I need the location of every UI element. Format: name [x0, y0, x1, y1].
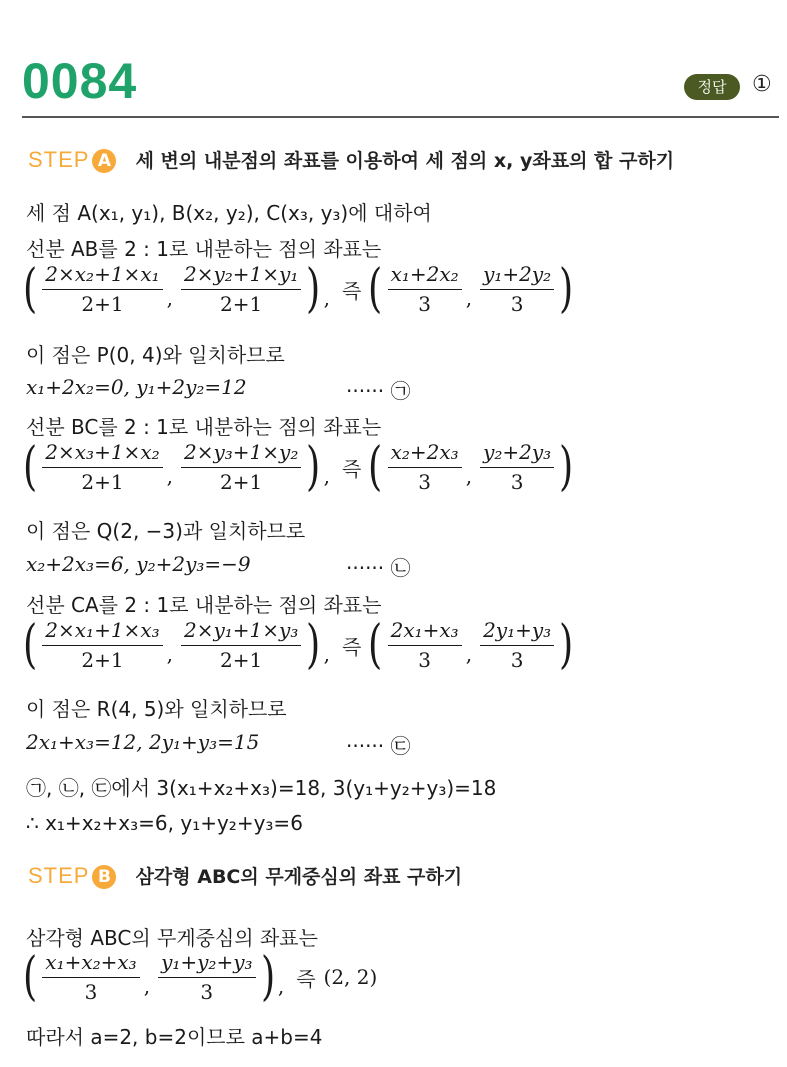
equation-c: 2x₁+x₃=12, 2y₁+y₃=15: [26, 730, 260, 754]
fraction-row-ab: ( $\frac{\text{2×x₂+1×x₁}}{2+1}$ , $\frac{\text{2×y₂+1×y₁}}{2+1}$ ) , 즉 ( $\frac{\text{x₁+2x₂}}{3}$ , $\frac{\text{y₁+2y₂}}{3}$ ): [23, 259, 574, 319]
left-paren: (: [23, 947, 38, 1007]
denominator: 3: [418, 292, 432, 316]
jeuk-label: 즉: [342, 634, 362, 659]
denominator: 3: [510, 470, 524, 494]
line-sum: ㉠, ㉡, ㉢에서 3(x₁+x₂+x₃)=18, 3(y₁+y₂+y₃)=18: [26, 776, 497, 800]
equation-c-mark: ······ ㉢: [346, 734, 411, 758]
jeuk-label: 즉: [342, 456, 362, 481]
step-b-letter: B: [92, 865, 116, 889]
answer-badge: 정답: [684, 74, 740, 100]
step-a-heading: [28, 146, 674, 173]
fraction: [42, 950, 139, 1004]
fraction: [480, 440, 554, 494]
jeuk-label: 즉: [296, 966, 316, 991]
denominator: 3: [510, 648, 524, 672]
denominator: 3: [84, 980, 98, 1004]
fraction-row-centroid: ( $\frac{\text{x₁+x₂+x₃}}{3}$ , $\frac{\text{y₁+y₂+y₃}}{3}$ ) , 즉 (2, 2): [23, 947, 378, 1007]
right-paren: ): [260, 947, 275, 1007]
line-bc-intro: 선분 BC를 2 : 1로 내분하는 점의 좌표는: [26, 415, 382, 439]
right-paren: ): [559, 437, 574, 497]
left-paren: (: [23, 615, 38, 675]
step-b-heading: [28, 862, 462, 889]
line-therefore: ∴ x₁+x₂+x₃=6, y₁+y₂+y₃=6: [26, 811, 303, 835]
denominator: 2+1: [81, 648, 124, 672]
numerator: 2y₁+y₃: [480, 618, 554, 646]
left-paren: (: [368, 259, 383, 319]
step-b-label: STEP: [28, 863, 90, 888]
right-paren: ): [306, 615, 321, 675]
line-conclusion: 따라서 a=2, b=2이므로 a+b=4: [26, 1025, 323, 1049]
numerator: y₁+y₂+y₃: [158, 950, 255, 978]
fraction-row-bc: ( $\frac{\text{2×x₃+1×x₂}}{2+1}$ , $\frac{\text{2×y₃+1×y₂}}{2+1}$ ) , 즉 ( $\frac{\text{x₂+2x₃}}{3}$ , $\frac{\text{y₂+2y₃}}{3}$ ): [23, 437, 574, 497]
right-paren: ): [559, 259, 574, 319]
left-paren: (: [368, 437, 383, 497]
numerator: y₁+2y₂: [480, 262, 554, 290]
left-paren: (: [23, 437, 38, 497]
equation-b: x₂+2x₃=6, y₂+2y₃=−9: [26, 552, 251, 576]
numerator: 2×x₁+1×x₃: [42, 618, 162, 646]
line-r-match: 이 점은 R(4, 5)와 일치하므로: [26, 697, 287, 721]
line-p-match: 이 점은 P(0, 4)와 일치하므로: [26, 343, 285, 367]
fraction: [388, 618, 462, 672]
numerator: 2×y₂+1×y₁: [181, 262, 301, 290]
fraction: [42, 440, 162, 494]
line-points: 세 점 A(x₁, y₁), B(x₂, y₂), C(x₃, y₃)에 대하여: [26, 201, 432, 225]
equation-b-mark: ······ ㉡: [346, 556, 411, 580]
centroid-result: (2, 2): [323, 965, 378, 989]
fraction: [42, 262, 162, 316]
fraction: [388, 440, 462, 494]
numerator: 2×y₁+1×y₃: [181, 618, 301, 646]
fraction: [42, 618, 162, 672]
numerator: 2×x₃+1×x₂: [42, 440, 162, 468]
denominator: 2+1: [81, 292, 124, 316]
numerator: 2x₁+x₃: [388, 618, 462, 646]
denominator: 2+1: [220, 470, 263, 494]
left-paren: (: [23, 259, 38, 319]
problem-number: 0084: [22, 53, 138, 109]
step-a-title: 세 변의 내분점의 좌표를 이용하여 세 점의 x, y좌표의 합 구하기: [135, 150, 675, 172]
answer-value: ①: [752, 72, 772, 97]
jeuk-label: 즉: [342, 278, 362, 303]
numerator: 2×x₂+1×x₁: [42, 262, 162, 290]
numerator: x₁+x₂+x₃: [42, 950, 139, 978]
header-divider: [22, 116, 779, 118]
step-b-title: 삼각형 ABC의 무게중심의 좌표 구하기: [135, 866, 463, 888]
line-q-match: 이 점은 Q(2, −3)과 일치하므로: [26, 519, 306, 543]
denominator: 3: [418, 470, 432, 494]
right-paren: ): [306, 259, 321, 319]
fraction: [480, 618, 554, 672]
left-paren: (: [368, 615, 383, 675]
equation-a-mark: ······ ㉠: [346, 379, 411, 403]
denominator: 3: [200, 980, 214, 1004]
denominator: 3: [418, 648, 432, 672]
line-centroid-intro: 삼각형 ABC의 무게중심의 좌표는: [26, 926, 318, 950]
numerator: 2×y₃+1×y₂: [181, 440, 301, 468]
fraction-row-ca: ( $\frac{\text{2×x₁+1×x₃}}{2+1}$ , $\frac{\text{2×y₁+1×y₃}}{2+1}$ ) , 즉 ( $\frac{\text{2x₁+x₃}}{3}$ , $\frac{\text{2y₁+y₃}}{3}$ ): [23, 615, 574, 675]
denominator: 2+1: [220, 292, 263, 316]
equation-a: x₁+2x₂=0, y₁+2y₂=12: [26, 375, 247, 399]
step-a-letter: A: [92, 149, 116, 173]
step-a-label: STEP: [28, 147, 90, 172]
fraction: [388, 262, 462, 316]
numerator: x₁+2x₂: [388, 262, 462, 290]
line-ca-intro: 선분 CA를 2 : 1로 내분하는 점의 좌표는: [26, 593, 382, 617]
numerator: y₂+2y₃: [480, 440, 554, 468]
denominator: 3: [510, 292, 524, 316]
fraction: [181, 618, 301, 672]
fraction: [158, 950, 255, 1004]
numerator: x₂+2x₃: [388, 440, 462, 468]
denominator: 2+1: [81, 470, 124, 494]
denominator: 2+1: [220, 648, 263, 672]
fraction: [480, 262, 554, 316]
line-ab-intro: 선분 AB를 2 : 1로 내분하는 점의 좌표는: [26, 237, 382, 261]
fraction: [181, 262, 301, 316]
right-paren: ): [306, 437, 321, 497]
fraction: [181, 440, 301, 494]
right-paren: ): [559, 615, 574, 675]
